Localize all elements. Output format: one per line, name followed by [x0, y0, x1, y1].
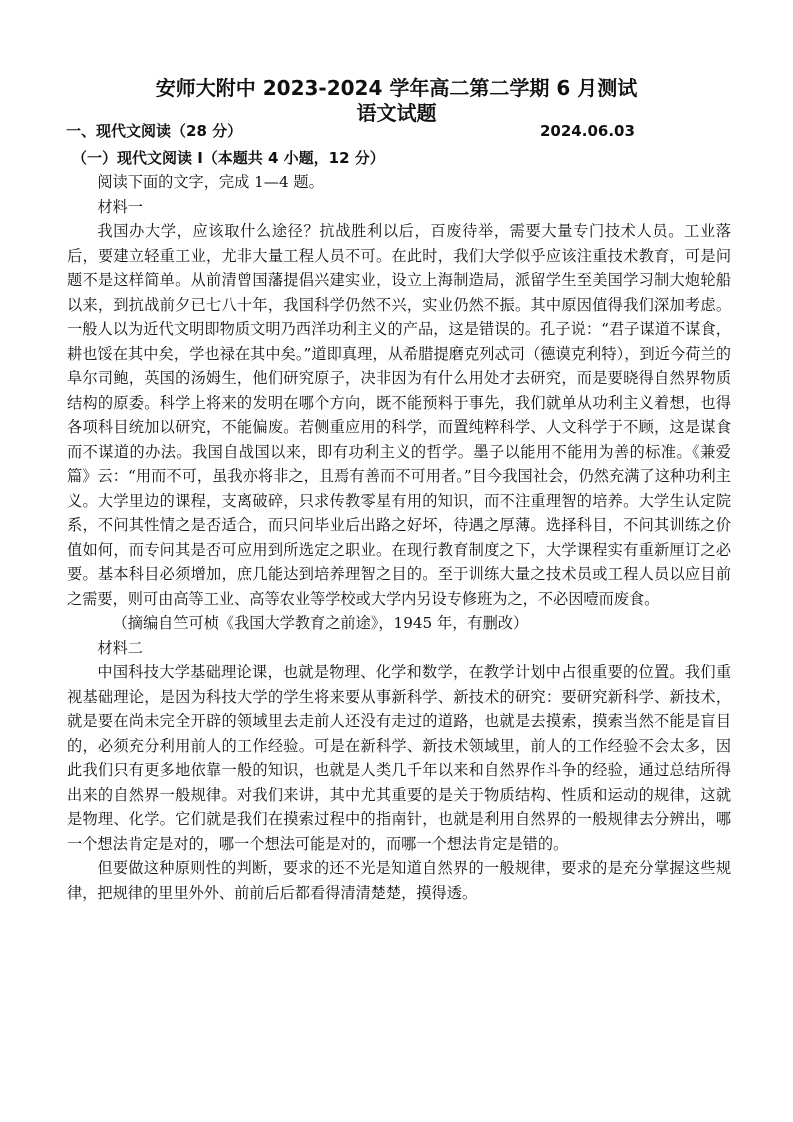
subsection-heading: （一）现代文阅读 I（本题共 4 小题，12 分） [72, 149, 385, 167]
reading-passage [67, 170, 731, 905]
exam-title: 安师大附中 2023-2024 学年高二第二学期 6 月测试 [155, 76, 638, 100]
instruction-text: 阅读下面的文字，完成 1—4 题。 [97, 173, 324, 191]
material1-paragraph: 我国办大学，应该取什么途径？抗战胜利以后，百废待举，需要大量专门技术人员。工业落后，要建立轻重工业，尤非大量工程人员不可。在此时，我们大学似乎应该注重技术教育，可是问题不是这样简单。从前清曾国藩提倡兴建实业，设立上海制造局，派留学生至美国学习制大炮轮船以来，到抗战前夕已七八十年，我国科学仍然不兴，实业仍然不振。其中原因值得我们深加考虑。一般人以为近代文明即物质文明乃西洋功利主义的产品，这是错误的。孔子说：“君子谋道不谋食，耕也馁在其中矣，学也禄在其中矣。”道即真理，从希腊提磨克列忒司（德谟克利特），到近今荷兰的阜尔司鲍，英国的汤姆生，他们研究原子，决非因为有什么用处才去研究，而是要晓得自然界物质结构的原委。科学上将来的发明在哪个方向，既不能预料于事先，我们就单从功利主义着想，也得各项科目统加以研究，不能偏废。若侧重应用的科学，而置纯粹科学、人文科学于不顾，这是谋食而不谋道的办法。我国自战国以来，即有功利主义的哲学。墨子以能用不能用为善的标准。《兼爱篇》云：“用而不可，虽我亦将非之，且焉有善而不可用者。”目今我国社会，仍然充满了这种功利主义。大学里边的课程，支离破碎，只求传教零星有用的知识，而不注重理智的培养。大学生认定院系，不问其性情之是否适合，而只问毕业后出路之好坏，待遇之厚薄。选择科目，不问其训练之价值如何，而专问其是否可应用到所选定之职业。在现行教育制度之下，大学课程实有重新厘订之必要。基本科目必须增加，庶几能达到培养理智之目的。至于训练大量之技术员或工程人员以应目前之需要，则可由高等工业、高等农业等学校或大学内另设专修班为之，不必因噎而废食。 [67, 222, 731, 608]
exam-subtitle: 语文试题 [356, 101, 437, 125]
section-heading: 一、现代文阅读（28 分） [66, 122, 243, 140]
material2-paragraph-1: 中国科技大学基础理论课，也就是物理、化学和数学，在教学计划中占很重要的位置。我们重视基础理论，是因为科技大学的学生将来要从事新科学、新技术的研究：要研究新科学、新技术，就是要在尚未完全开辟的领域里去走前人还没有走过的道路，也就是去摸索，摸索当然不能是盲目的，必须充分利用前人的工作经验。可是在新科学、新技术领域里，前人的工作经验不会太多，因此我们只有更多地依靠一般的知识，也就是人类几千年以来和自然界作斗争的经验，通过总结所得出来的自然界一般规律。对我们来讲，其中尤其重要的是关于物质结构、性质和运动的规律，这就是物理、化学。它们就是我们在摸索过程中的指南针，也就是利用自然界的一般规律去分辨出，哪一个想法肯定是对的，哪一个想法可能是对的，而哪一个想法肯定是错的。 [67, 663, 731, 853]
material2-label: 材料二 [97, 638, 143, 657]
material1-label: 材料一 [97, 197, 143, 216]
material1-source: （摘编自竺可桢《我国大学教育之前途》，1945 年，有删改） [112, 614, 529, 632]
material2-paragraph-2: 但要做这种原则性的判断，要求的还不光是知道自然界的一般规律，要求的是充分掌握这些规律，把规律的里里外外、前前后后都看得清清楚楚，摸得透。 [67, 859, 731, 902]
exam-date: 2024.06.03 [540, 122, 635, 140]
